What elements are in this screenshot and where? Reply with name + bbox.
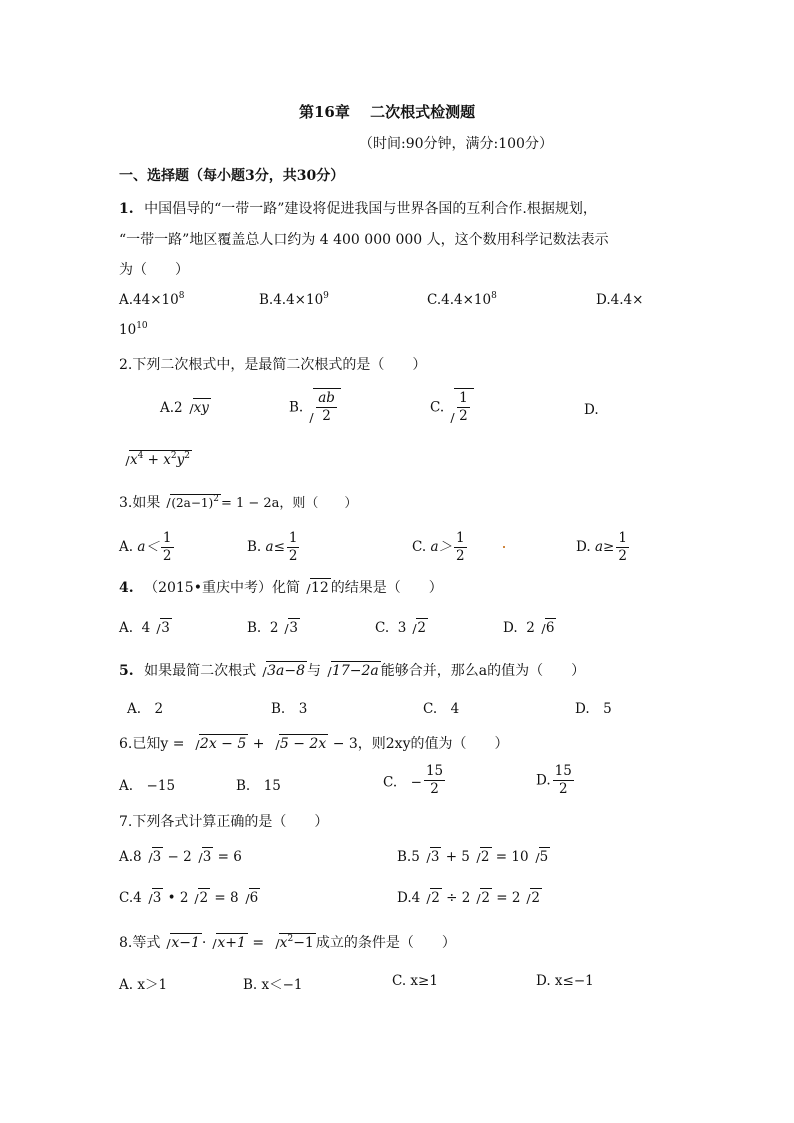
q5-option-c[interactable]: C. 4 (423, 701, 460, 717)
q7-option-d[interactable]: D.4 2 ÷ 2 2 = 2 2 (397, 890, 541, 906)
radical-sign: 3 (421, 847, 442, 865)
q1-option-b[interactable]: $B.4.4\times 10^9$ (259, 291, 329, 308)
q1-line1 (119, 198, 597, 218)
radical-sign: 2 (189, 888, 210, 906)
radical-sign: $(2a-1)^2$ (161, 494, 221, 510)
q1-option-d-continued: $10^{10}$ (119, 321, 148, 338)
radical-sign: 5 (530, 847, 551, 865)
q6-option-b[interactable]: B. 15 (236, 778, 281, 794)
radical-sign: 2 (407, 618, 428, 636)
radical-sign: $x^4 + x^2y^2$ (120, 450, 192, 468)
q8-option-c[interactable]: C. x≥1 (392, 973, 438, 989)
q3-option-a[interactable]: A. a＜ $\frac{1}{2}$ (119, 530, 172, 564)
q5-option-d[interactable]: D. 5 (575, 701, 612, 717)
q1-option-d[interactable]: D.4.4× (596, 292, 644, 308)
section-heading: 一、选择题（每小题3分，共30分） (119, 168, 345, 184)
radical-sign: 3 (279, 618, 300, 636)
radical-sign: 3 (151, 618, 172, 636)
radical-sign: 2 (471, 847, 492, 865)
q2-option-a[interactable]: A.2 xy (160, 400, 209, 416)
q5-option-a[interactable]: A. 2 (127, 701, 164, 717)
radical-sign: 3a−8 (257, 661, 307, 679)
page-subtitle: （时间:90分钟，满分:100分） (359, 136, 553, 152)
q4-option-b[interactable]: B. 2 3 (247, 620, 298, 636)
radical-sign: 17−2a (322, 661, 381, 679)
q3-option-d[interactable]: D. a≥ $\frac{1}{2}$ (576, 530, 627, 564)
radical-sign: 6 (536, 618, 557, 636)
q7-stem: 7.下列各式计算正确的是（ ） (119, 814, 329, 830)
q3-option-c[interactable]: C. a＞ $\frac{1}{2}$ (412, 530, 465, 564)
q2-option-d-expression (119, 450, 192, 468)
q2-option-d[interactable]: D. (584, 402, 599, 418)
q4-option-c[interactable]: C. 3 2 (375, 620, 426, 636)
radical-sign: 2 (521, 888, 542, 906)
radical-sign: 2 (471, 888, 492, 906)
q4-option-d[interactable]: D. 2 6 (503, 620, 555, 636)
radical-sign: 2 (421, 888, 442, 906)
q7-option-c[interactable]: C.4 3 • 2 2 = 8 6 (119, 890, 259, 906)
q2-option-c[interactable]: C. $\frac{1}{2}$ (430, 388, 474, 425)
radical-sign: $\frac{1}{2}$ (445, 388, 474, 425)
q8-stem: 8.等式 $x-1 \cdot x+1 = x^2-1$ 成立的条件是（ ） (119, 934, 456, 951)
radical-sign: 6 (240, 888, 261, 906)
q1-text-line1: 中国倡导的“一带一路”建设将促进我国与世界各国的互利合作.根据规划， (144, 201, 597, 217)
page-title: 第16章 二次根式检测题 (299, 103, 476, 121)
radical-sign: 3 (143, 847, 164, 865)
q6-stem: 6.已知y = 2x − 5 + 5 − 2x − 3，则2xy的值为（ ） (119, 736, 509, 752)
radical-sign: 3 (143, 888, 164, 906)
radical-sign: x+1 (207, 933, 248, 951)
radical-sign: $\frac{ab}{2}$ (304, 388, 341, 425)
q5-stem: 5. 如果最简二次根式 3a−8 与 17−2a 能够合并，那么a的值为（ ） (119, 663, 586, 679)
q8-option-b[interactable]: B. x＜−1 (243, 977, 303, 993)
q5-option-b[interactable]: B. 3 (271, 701, 308, 717)
q4-option-a[interactable]: A. 4 3 (119, 620, 170, 636)
q6-option-a[interactable]: A. −15 (119, 778, 176, 794)
radical-sign: 2x − 5 (190, 734, 248, 752)
q8-option-a[interactable]: A. x＞1 (119, 977, 168, 993)
q3-option-b[interactable]: B. a≤ $\frac{1}{2}$ (247, 530, 298, 564)
radical-sign: $x^2-1$ (270, 933, 316, 951)
q8-option-d[interactable]: D. x≤−1 (536, 973, 594, 989)
radical-sign: 12 (301, 578, 331, 596)
q3-stem: 3.如果 $(2a-1)^2 = 1 - 2a$，则（ ） (119, 494, 358, 511)
q1-text-line3: 为（ ） (119, 262, 189, 278)
q2-stem: 2.下列二次根式中，是最简二次根式的是（ ） (119, 357, 427, 373)
radical-sign: 3 (193, 847, 214, 865)
q7-option-a[interactable]: A.8 3 − 2 3 = 6 (119, 849, 242, 865)
q6-option-d[interactable]: D. $\frac{15}{2}$ (536, 763, 572, 797)
q2-option-b[interactable]: B. $\frac{ab}{2}$ (289, 388, 341, 425)
radical-sign: x−1 (161, 933, 202, 951)
q1-option-a[interactable]: $A.44\times 10^8$ (119, 291, 185, 308)
radical-sign: xy (184, 398, 211, 416)
q1-number: 1. (119, 201, 134, 217)
q7-option-b[interactable]: B.5 3 + 5 2 = 10 5 (397, 849, 549, 865)
stray-dot (503, 546, 505, 548)
q1-option-c[interactable]: $C.4.4\times 10^8$ (427, 291, 497, 308)
radical-sign: 5 − 2x (270, 734, 328, 752)
q1-text-line2: “一带一路”地区覆盖总人口约为 4 400 000 000 人，这个数用科学记数法表示 (119, 232, 609, 248)
q6-option-c[interactable]: C. − $\frac{15}{2}$ (383, 763, 444, 797)
q4-stem: 4. （2015•重庆中考）化简 12 的结果是（ ） (119, 580, 443, 596)
